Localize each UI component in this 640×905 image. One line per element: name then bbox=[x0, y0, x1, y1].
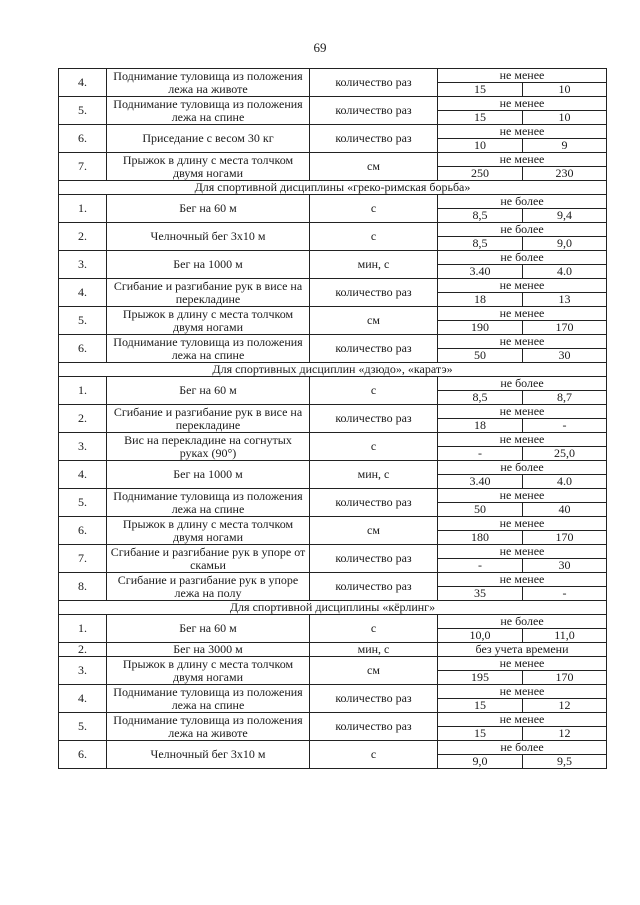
norm-value-girls: 4.0 bbox=[523, 475, 607, 489]
norm-value-boys: 18 bbox=[438, 293, 523, 307]
norm-condition: не более bbox=[438, 741, 607, 755]
row-number: 4. bbox=[59, 461, 107, 489]
row-number: 3. bbox=[59, 433, 107, 461]
norm-value-boys: 8,5 bbox=[438, 209, 523, 223]
table-row bbox=[59, 97, 607, 111]
norm-condition: не более bbox=[438, 251, 607, 265]
norm-condition: не менее bbox=[438, 517, 607, 531]
norm-value-girls: 10 bbox=[523, 111, 607, 125]
section-title: Для спортивной дисциплины «греко-римская борьба» bbox=[59, 181, 607, 195]
row-number: 6. bbox=[59, 517, 107, 545]
norm-value-girls: 30 bbox=[523, 349, 607, 363]
norm-condition: не менее bbox=[438, 69, 607, 83]
exercise-name: Сгибание и разгибание рук в висе на перекладине bbox=[107, 405, 310, 433]
norm-condition: не более bbox=[438, 461, 607, 475]
table-row bbox=[59, 251, 607, 265]
row-number: 6. bbox=[59, 741, 107, 769]
norm-value-boys: 50 bbox=[438, 503, 523, 517]
norm-value-girls: - bbox=[523, 419, 607, 433]
norm-value-girls: 9,5 bbox=[523, 755, 607, 769]
norm-value-girls: 9 bbox=[523, 139, 607, 153]
exercise-name: Бег на 60 м bbox=[107, 377, 310, 405]
row-number: 6. bbox=[59, 335, 107, 363]
norm-condition: не более bbox=[438, 195, 607, 209]
unit-cell: с bbox=[310, 195, 438, 223]
norms-table-body bbox=[59, 69, 607, 769]
exercise-name: Поднимание туловища из положения лежа на спине bbox=[107, 335, 310, 363]
table-row bbox=[59, 573, 607, 587]
norm-value-girls: 9,0 bbox=[523, 237, 607, 251]
norm-value-girls: - bbox=[523, 587, 607, 601]
norm-value-girls: 12 bbox=[523, 699, 607, 713]
row-number: 1. bbox=[59, 377, 107, 405]
exercise-name: Поднимание туловища из положения лежа на спине bbox=[107, 685, 310, 713]
row-number: 5. bbox=[59, 97, 107, 125]
norm-value-boys: 15 bbox=[438, 699, 523, 713]
table-row bbox=[59, 657, 607, 671]
norm-value-boys: 195 bbox=[438, 671, 523, 685]
section-header-row bbox=[59, 181, 607, 195]
table-row bbox=[59, 377, 607, 391]
table-row bbox=[59, 223, 607, 237]
unit-cell: количество раз bbox=[310, 279, 438, 307]
norm-value-girls: 170 bbox=[523, 531, 607, 545]
norm-value-girls: 12 bbox=[523, 727, 607, 741]
norm-value-girls: 8,7 bbox=[523, 391, 607, 405]
norm-value-boys: 180 bbox=[438, 531, 523, 545]
norm-condition: не менее bbox=[438, 335, 607, 349]
norm-value-boys: 35 bbox=[438, 587, 523, 601]
unit-cell: см bbox=[310, 307, 438, 335]
norm-value-boys: 10 bbox=[438, 139, 523, 153]
row-number: 6. bbox=[59, 125, 107, 153]
table-row bbox=[59, 643, 607, 657]
section-title: Для спортивных дисциплин «дзюдо», «каратэ» bbox=[59, 363, 607, 377]
exercise-name: Челночный бег 3x10 м bbox=[107, 223, 310, 251]
norm-condition: не менее bbox=[438, 125, 607, 139]
exercise-name: Поднимание туловища из положения лежа на животе bbox=[107, 713, 310, 741]
norm-condition: не менее bbox=[438, 657, 607, 671]
norm-value-girls: 9,4 bbox=[523, 209, 607, 223]
norm-condition: не менее bbox=[438, 405, 607, 419]
row-number: 2. bbox=[59, 223, 107, 251]
norm-value-boys: 15 bbox=[438, 727, 523, 741]
unit-cell: мин, с bbox=[310, 643, 438, 657]
table-row bbox=[59, 741, 607, 755]
norm-value-girls: 25,0 bbox=[523, 447, 607, 461]
unit-cell: количество раз bbox=[310, 545, 438, 573]
row-number: 1. bbox=[59, 615, 107, 643]
norm-value-boys: 50 bbox=[438, 349, 523, 363]
norm-value-boys: 15 bbox=[438, 111, 523, 125]
section-header-row bbox=[59, 601, 607, 615]
row-number: 3. bbox=[59, 251, 107, 279]
norm-condition: не менее bbox=[438, 573, 607, 587]
unit-cell: количество раз bbox=[310, 573, 438, 601]
table-row bbox=[59, 195, 607, 209]
table-row bbox=[59, 517, 607, 531]
section-header-row bbox=[59, 363, 607, 377]
norm-value-boys: 8,5 bbox=[438, 391, 523, 405]
exercise-name: Приседание с весом 30 кг bbox=[107, 125, 310, 153]
row-number: 4. bbox=[59, 69, 107, 97]
exercise-name: Челночный бег 3x10 м bbox=[107, 741, 310, 769]
norm-value-girls: 170 bbox=[523, 321, 607, 335]
norm-condition: не менее bbox=[438, 713, 607, 727]
unit-cell: количество раз bbox=[310, 335, 438, 363]
unit-cell: мин, с bbox=[310, 251, 438, 279]
table-row bbox=[59, 615, 607, 629]
norm-condition: не менее bbox=[438, 489, 607, 503]
norm-value-boys: 250 bbox=[438, 167, 523, 181]
table-row bbox=[59, 489, 607, 503]
table-row bbox=[59, 153, 607, 167]
table-row bbox=[59, 545, 607, 559]
row-number: 7. bbox=[59, 545, 107, 573]
exercise-name: Бег на 1000 м bbox=[107, 461, 310, 489]
table-row bbox=[59, 335, 607, 349]
exercise-name: Поднимание туловища из положения лежа на спине bbox=[107, 489, 310, 517]
norm-value-boys: 8,5 bbox=[438, 237, 523, 251]
exercise-name: Бег на 60 м bbox=[107, 195, 310, 223]
norm-value-girls: 30 bbox=[523, 559, 607, 573]
exercise-name: Поднимание туловища из положения лежа на спине bbox=[107, 97, 310, 125]
row-number: 8. bbox=[59, 573, 107, 601]
norm-condition: не более bbox=[438, 223, 607, 237]
unit-cell: количество раз bbox=[310, 125, 438, 153]
page-number: 69 bbox=[313, 40, 327, 55]
norm-value-boys: 3.40 bbox=[438, 475, 523, 489]
norm-condition: не менее bbox=[438, 279, 607, 293]
unit-cell: количество раз bbox=[310, 69, 438, 97]
exercise-name: Сгибание и разгибание рук в упоре от скамьи bbox=[107, 545, 310, 573]
norm-value-girls: 4.0 bbox=[523, 265, 607, 279]
norm-condition: не более bbox=[438, 377, 607, 391]
unit-cell: с bbox=[310, 433, 438, 461]
norm-value-boys: 190 bbox=[438, 321, 523, 335]
row-number: 4. bbox=[59, 279, 107, 307]
exercise-name: Вис на перекладине на согнутых руках (90°) bbox=[107, 433, 310, 461]
unit-cell: см bbox=[310, 517, 438, 545]
section-title: Для спортивной дисциплины «кёрлинг» bbox=[59, 601, 607, 615]
table-row bbox=[59, 279, 607, 293]
norm-value-girls: 11,0 bbox=[523, 629, 607, 643]
exercise-name: Сгибание и разгибание рук в висе на перекладине bbox=[107, 279, 310, 307]
row-number: 7. bbox=[59, 153, 107, 181]
norm-value-boys: 9,0 bbox=[438, 755, 523, 769]
row-number: 2. bbox=[59, 643, 107, 657]
table-row bbox=[59, 433, 607, 447]
row-number: 5. bbox=[59, 489, 107, 517]
table-row bbox=[59, 461, 607, 475]
unit-cell: количество раз bbox=[310, 405, 438, 433]
norm-value: без учета времени bbox=[438, 643, 607, 657]
norm-value-boys: 10,0 bbox=[438, 629, 523, 643]
norms-table bbox=[58, 68, 607, 769]
norm-value-boys: 18 bbox=[438, 419, 523, 433]
unit-cell: количество раз bbox=[310, 97, 438, 125]
norm-condition: не более bbox=[438, 615, 607, 629]
table-row bbox=[59, 713, 607, 727]
unit-cell: количество раз bbox=[310, 489, 438, 517]
norm-condition: не менее bbox=[438, 433, 607, 447]
norm-condition: не менее bbox=[438, 685, 607, 699]
unit-cell: с bbox=[310, 377, 438, 405]
exercise-name: Прыжок в длину с места толчком двумя ногами bbox=[107, 657, 310, 685]
norm-condition: не менее bbox=[438, 97, 607, 111]
table-row bbox=[59, 405, 607, 419]
unit-cell: см bbox=[310, 153, 438, 181]
norm-value-boys: - bbox=[438, 447, 523, 461]
exercise-name: Бег на 3000 м bbox=[107, 643, 310, 657]
unit-cell: количество раз bbox=[310, 685, 438, 713]
exercise-name: Прыжок в длину с места толчком двумя ногами bbox=[107, 153, 310, 181]
unit-cell: с bbox=[310, 741, 438, 769]
exercise-name: Сгибание и разгибание рук в упоре лежа на полу bbox=[107, 573, 310, 601]
norm-value-girls: 230 bbox=[523, 167, 607, 181]
table-row bbox=[59, 125, 607, 139]
norm-value-boys: 3.40 bbox=[438, 265, 523, 279]
unit-cell: с bbox=[310, 615, 438, 643]
norm-value-girls: 13 bbox=[523, 293, 607, 307]
norm-condition: не менее bbox=[438, 153, 607, 167]
unit-cell: мин, с bbox=[310, 461, 438, 489]
unit-cell: с bbox=[310, 223, 438, 251]
row-number: 3. bbox=[59, 657, 107, 685]
row-number: 5. bbox=[59, 713, 107, 741]
row-number: 1. bbox=[59, 195, 107, 223]
exercise-name: Бег на 1000 м bbox=[107, 251, 310, 279]
table-row bbox=[59, 685, 607, 699]
row-number: 4. bbox=[59, 685, 107, 713]
norm-condition: не менее bbox=[438, 545, 607, 559]
exercise-name: Бег на 60 м bbox=[107, 615, 310, 643]
row-number: 5. bbox=[59, 307, 107, 335]
norm-condition: не менее bbox=[438, 307, 607, 321]
exercise-name: Поднимание туловища из положения лежа на животе bbox=[107, 69, 310, 97]
norm-value-girls: 170 bbox=[523, 671, 607, 685]
norm-value-girls: 10 bbox=[523, 83, 607, 97]
norm-value-boys: - bbox=[438, 559, 523, 573]
table-row bbox=[59, 69, 607, 83]
unit-cell: см bbox=[310, 657, 438, 685]
table-row bbox=[59, 307, 607, 321]
row-number: 2. bbox=[59, 405, 107, 433]
norm-value-girls: 40 bbox=[523, 503, 607, 517]
unit-cell: количество раз bbox=[310, 713, 438, 741]
exercise-name: Прыжок в длину с места толчком двумя ногами bbox=[107, 517, 310, 545]
exercise-name: Прыжок в длину с места толчком двумя ногами bbox=[107, 307, 310, 335]
norm-value-boys: 15 bbox=[438, 83, 523, 97]
